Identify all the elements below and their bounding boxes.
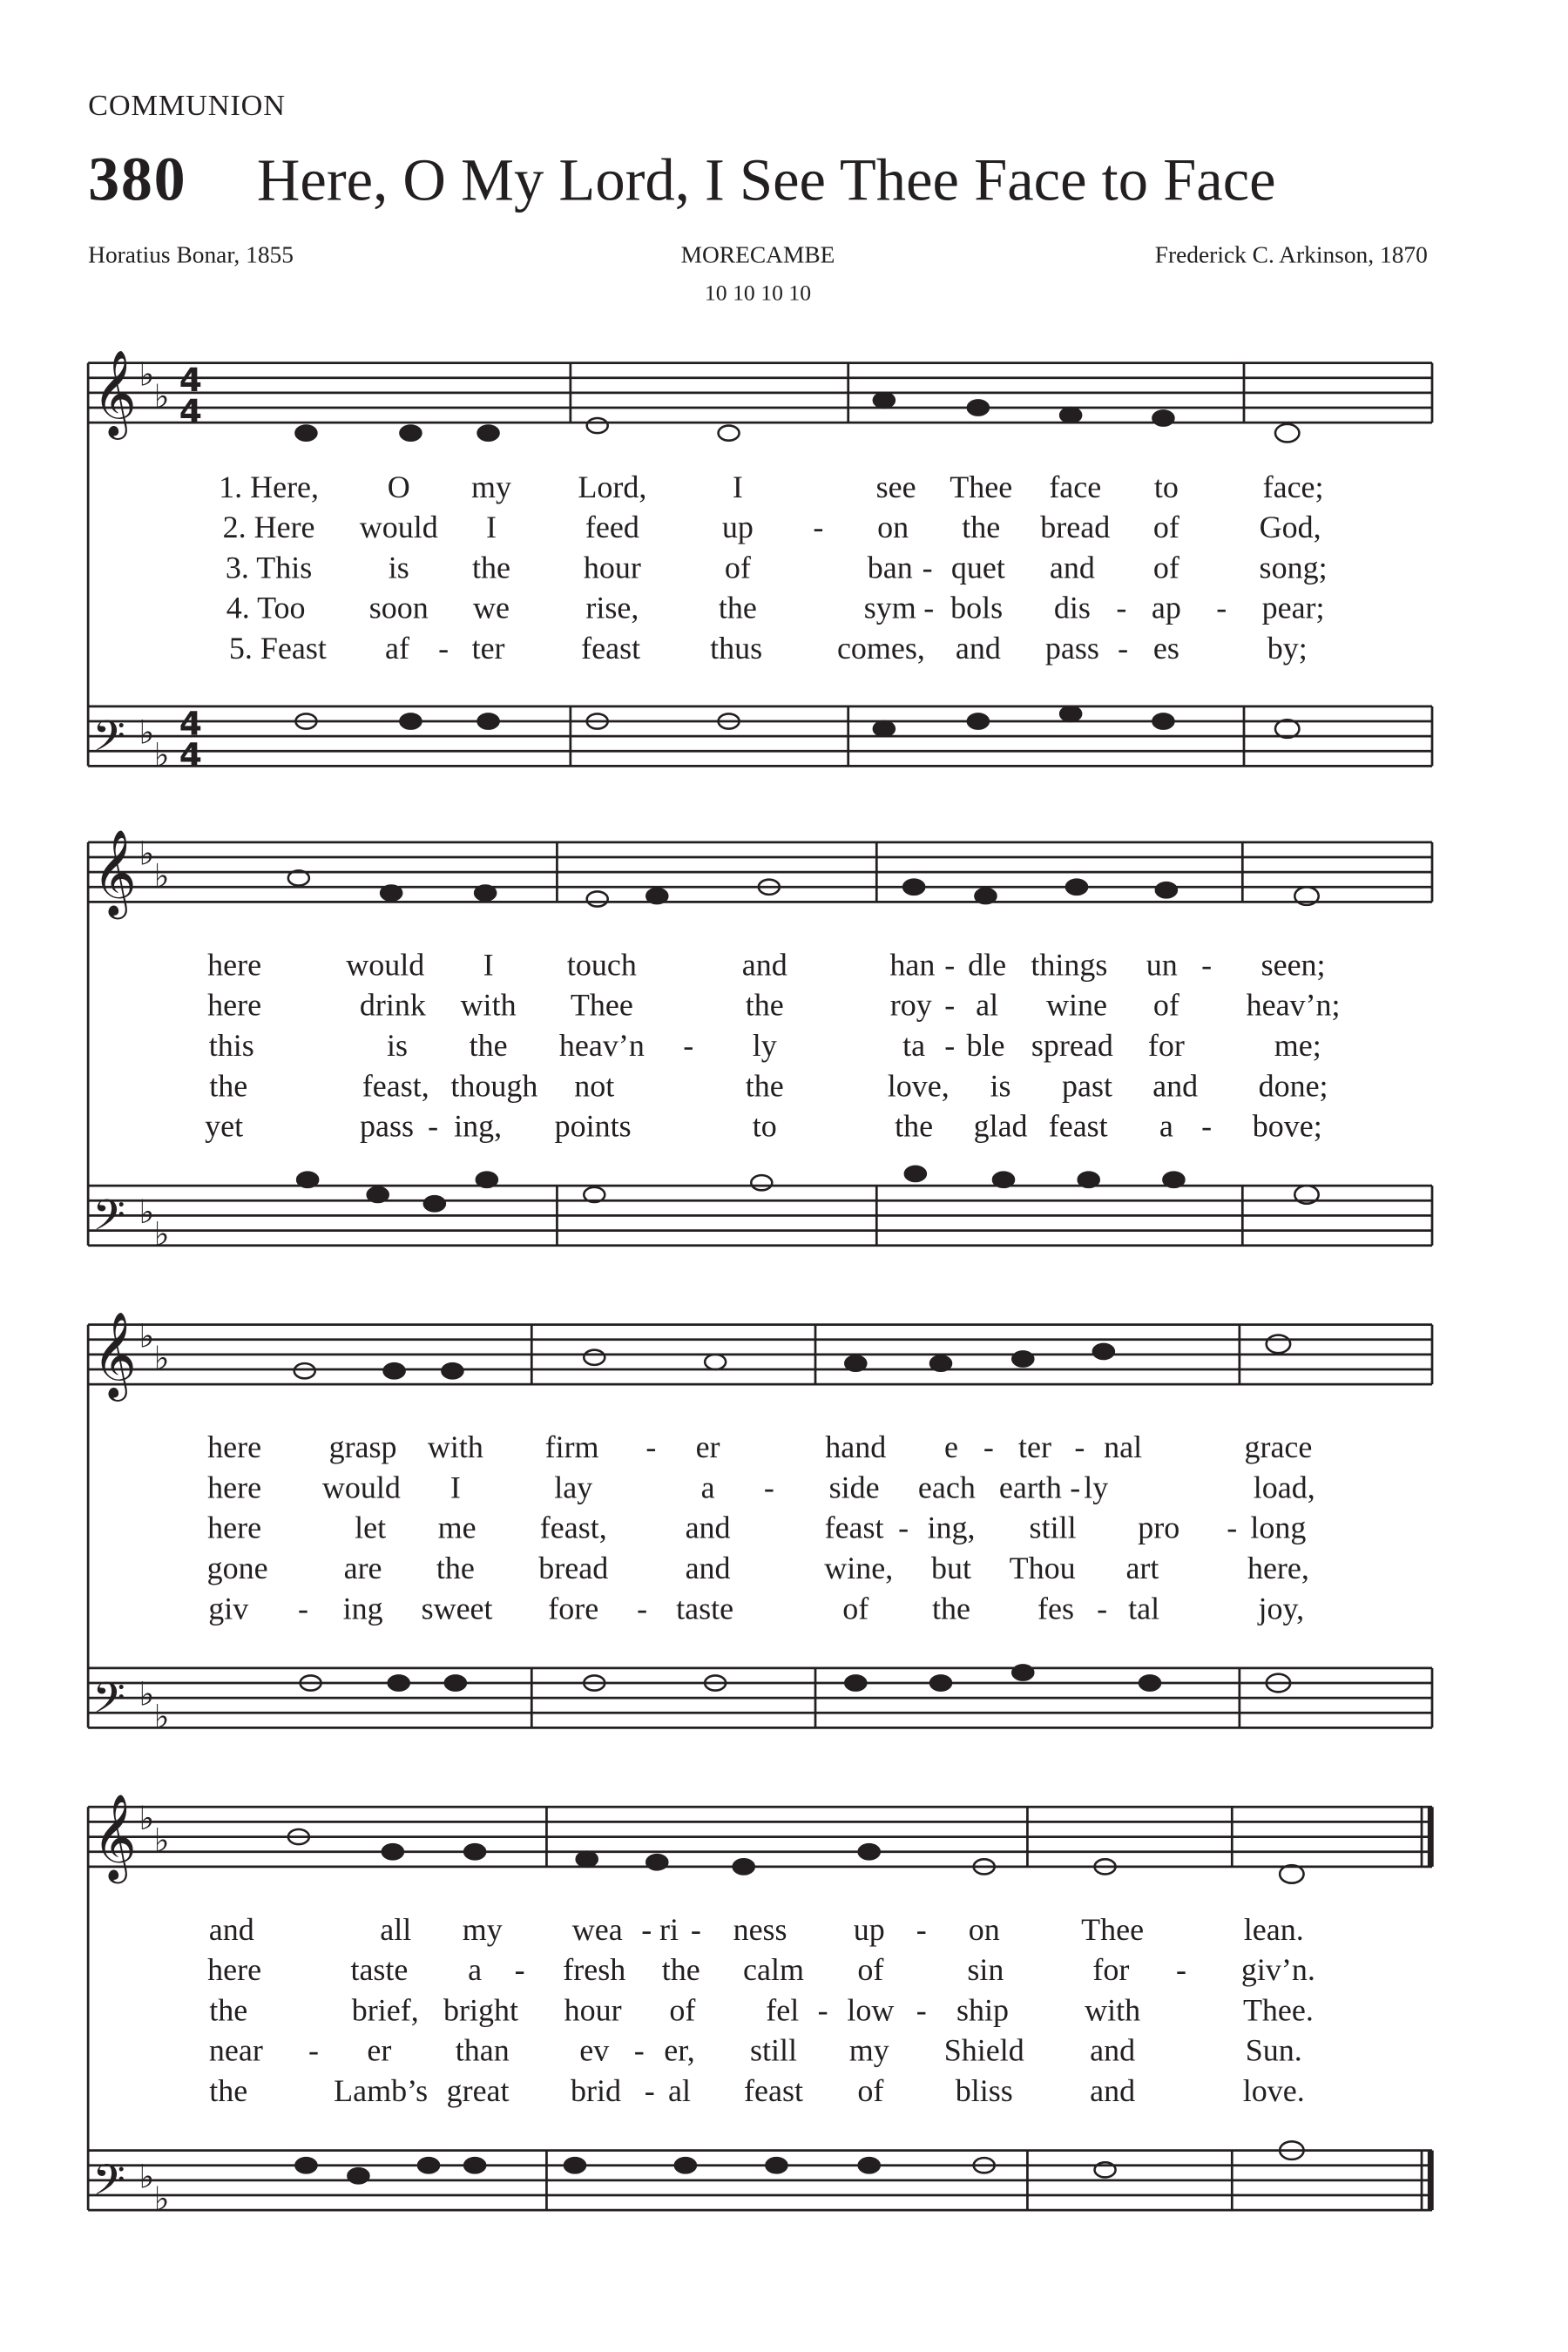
lyric: grasp	[328, 1429, 397, 1465]
verse-3-line-2	[0, 1027, 1568, 1066]
lyric: a	[1159, 1108, 1173, 1145]
lyric: fore	[548, 1590, 599, 1626]
lyric: not	[574, 1067, 615, 1104]
svg-text:4: 4	[179, 704, 202, 743]
lyric: fel	[766, 1991, 800, 2028]
hymn-number: 380	[88, 146, 187, 215]
lyric: af	[385, 630, 409, 666]
lyric: nal	[1104, 1429, 1143, 1465]
lyric: and	[1090, 2072, 1136, 2109]
hyphen: -	[438, 630, 449, 666]
lyric: dis	[1053, 590, 1091, 626]
lyric: but	[930, 1550, 972, 1586]
lyric: 1. Here,	[219, 469, 320, 505]
music-credit: Frederick C. Arkinson, 1870	[1154, 243, 1428, 269]
verse-2-line-1	[0, 510, 1568, 549]
lyric: e	[944, 1429, 958, 1465]
lyric: bols	[950, 590, 1004, 626]
verse-1-line-3	[0, 1429, 1568, 1469]
lyric: al	[668, 2072, 691, 2109]
lyric: bliss	[955, 2072, 1013, 2109]
lyric: still	[1029, 1510, 1077, 1546]
lyric: of	[857, 2072, 884, 2109]
lyric: Thee	[950, 469, 1013, 505]
lyric: of	[1152, 549, 1179, 585]
lyric: sweet	[421, 1590, 493, 1626]
lyric: feed	[585, 509, 639, 545]
lyric: Shield	[943, 2032, 1024, 2069]
hyphen: -	[922, 549, 933, 585]
verse-4-line-2	[0, 1068, 1568, 1107]
lyric: ter	[471, 630, 505, 666]
lyric: calm	[743, 1951, 804, 1988]
svg-text:𝄢: 𝄢	[92, 1673, 125, 1733]
hyphen: -	[923, 590, 935, 626]
lyric: Sun.	[1245, 2032, 1302, 2069]
svg-text:♭: ♭	[139, 1316, 155, 1355]
svg-text:♭: ♭	[139, 1193, 155, 1231]
lyric: face	[1049, 469, 1102, 505]
lyric: lean.	[1243, 1911, 1304, 1948]
verse-1-line-2	[0, 947, 1568, 986]
lyric: my	[462, 1911, 503, 1948]
lyric: wine,	[824, 1550, 894, 1586]
lyric: and	[1090, 2032, 1136, 2069]
lyric: hour	[564, 1991, 622, 2028]
lyric: up	[721, 509, 754, 545]
svg-text:𝄞: 𝄞	[92, 1793, 137, 1881]
lyric: wea	[571, 1911, 623, 1948]
lyric: my	[470, 469, 512, 505]
lyric: quet	[950, 549, 1005, 585]
lyric: ness	[733, 1911, 787, 1948]
lyric: the	[469, 1027, 508, 1064]
lyric: of	[857, 1951, 884, 1988]
verse-5-line-4	[0, 2072, 1568, 2112]
hyphen: -	[1227, 1510, 1238, 1546]
lyric: here	[207, 1510, 262, 1546]
lyric: feast	[744, 2072, 803, 2109]
lyric: the	[209, 1991, 248, 2028]
lyric: by;	[1267, 630, 1308, 666]
lyric: ev	[579, 2032, 610, 2069]
lyric: fes	[1037, 1590, 1074, 1626]
lyric: would	[359, 509, 438, 545]
lyric: drink	[359, 987, 426, 1024]
lyric: ban	[867, 549, 913, 585]
lyric: ly	[1084, 1469, 1109, 1505]
lyric: gone	[206, 1550, 268, 1586]
hyphen: -	[944, 987, 956, 1024]
lyric: let	[355, 1510, 387, 1546]
lyric: heav’n	[558, 1027, 645, 1064]
lyric: great	[446, 2072, 510, 2109]
hyphen: -	[813, 509, 824, 545]
lyric: touch	[566, 946, 637, 983]
lyric: yet	[205, 1108, 244, 1145]
hymn-title: Here, O My Lord, I See Thee Face to Face	[256, 146, 1276, 214]
lyric: er,	[664, 2032, 695, 2069]
lyric: Lord,	[578, 469, 647, 505]
lyric: ap	[1151, 590, 1181, 626]
lyric: I	[486, 509, 497, 545]
lyric: brief,	[351, 1991, 419, 2028]
hyphen: -	[1118, 630, 1129, 666]
hyphen: -	[944, 946, 956, 983]
lyric: wine	[1046, 987, 1107, 1024]
lyric: would	[321, 1469, 401, 1505]
lyric: song;	[1259, 549, 1328, 585]
lyric: past	[1062, 1067, 1112, 1104]
hyphen: -	[1201, 946, 1213, 983]
lyric: feast	[1048, 1108, 1108, 1145]
svg-text:♭: ♭	[139, 1799, 155, 1837]
lyric: the	[436, 1550, 475, 1586]
lyric: the	[209, 2072, 248, 2109]
svg-text:♭: ♭	[153, 377, 170, 416]
lyric: on	[968, 1911, 1000, 1948]
hyphen: -	[308, 2032, 319, 2069]
lyric: would	[346, 946, 425, 983]
lyric: fresh	[563, 1951, 626, 1988]
lyric: giv	[208, 1590, 249, 1626]
lyric: of	[1152, 509, 1179, 545]
lyric: for	[1147, 1027, 1185, 1064]
svg-text:4: 4	[179, 735, 202, 774]
text-credit: Horatius Bonar, 1855	[88, 243, 294, 269]
lyric: I	[449, 1469, 461, 1505]
lyric: are	[343, 1550, 382, 1586]
lyric: er	[695, 1429, 720, 1465]
lyric: feast,	[539, 1510, 607, 1546]
svg-text:♭: ♭	[139, 713, 155, 752]
lyric: lay	[554, 1469, 593, 1505]
lyric: Thee.	[1242, 1991, 1314, 2028]
lyric: hand	[825, 1429, 887, 1465]
verse-3-line-4	[0, 1992, 1568, 2031]
verse-2-line-3	[0, 1470, 1568, 1509]
lyric: the	[718, 590, 757, 626]
lyric: grace	[1244, 1429, 1313, 1465]
lyric: a	[700, 1469, 715, 1505]
lyric: O	[387, 469, 410, 505]
lyric: ly	[752, 1027, 777, 1064]
verse-5-line-1	[0, 630, 1568, 669]
hyphen: -	[428, 1108, 439, 1145]
lyric: the	[745, 987, 784, 1024]
hyphen: -	[763, 1469, 774, 1505]
lyric: see	[875, 469, 916, 505]
lyric: is	[386, 1027, 409, 1064]
lyric: spread	[1031, 1027, 1113, 1064]
lyric: the	[661, 1951, 700, 1988]
hyphen: -	[916, 1911, 927, 1948]
lyric: each	[917, 1469, 976, 1505]
verse-2-line-4	[0, 1952, 1568, 1991]
lyric: here	[207, 987, 262, 1024]
lyric: love,	[887, 1067, 950, 1104]
lyric: with	[1085, 1991, 1141, 2028]
lyric: Lamb’s	[334, 2072, 429, 2109]
lyric: 5. Feast	[228, 630, 327, 666]
hyphen: -	[983, 1429, 994, 1465]
lyric: soon	[368, 590, 429, 626]
lyric: ri	[659, 1911, 679, 1948]
svg-text:𝄞: 𝄞	[92, 349, 137, 436]
lyric: sym	[863, 590, 916, 626]
svg-text:♭: ♭	[153, 1821, 170, 1860]
hyphen: -	[1176, 1951, 1186, 1988]
hyphen: -	[690, 1911, 701, 1948]
hyphen: -	[817, 1991, 828, 2028]
tune-name: MORECAMBE	[680, 243, 835, 269]
lyric: joy,	[1258, 1590, 1305, 1626]
svg-text:♭: ♭	[153, 2180, 170, 2219]
verse-1-line-4	[0, 1911, 1568, 1950]
lyric: art	[1125, 1550, 1159, 1586]
lyric: er	[367, 2032, 392, 2069]
hyphen: -	[1097, 1590, 1108, 1626]
lyric: the	[932, 1590, 970, 1626]
hyphen: -	[944, 1027, 956, 1064]
lyric: long	[1250, 1510, 1307, 1546]
lyric: Thee	[570, 987, 633, 1024]
lyric: the	[472, 549, 510, 585]
lyric: here	[207, 1469, 262, 1505]
lyric: al	[976, 987, 999, 1024]
lyric: glad	[973, 1108, 1028, 1145]
lyric: and	[955, 630, 1001, 666]
lyric: points	[554, 1108, 632, 1145]
lyric: this	[208, 1027, 254, 1064]
verse-3-line-3	[0, 1510, 1568, 1549]
lyric: face;	[1262, 469, 1324, 505]
lyric: and	[741, 946, 787, 983]
lyric: I	[483, 946, 494, 983]
svg-text:4: 4	[179, 392, 202, 431]
svg-text:♭: ♭	[153, 735, 170, 774]
lyric: the	[209, 1067, 248, 1104]
verse-4-line-3	[0, 1550, 1568, 1589]
lyric: God,	[1259, 509, 1321, 545]
lyric: ta	[902, 1027, 926, 1064]
svg-text:𝄞: 𝄞	[92, 828, 137, 916]
lyric: than	[455, 2032, 510, 2069]
svg-text:♭: ♭	[139, 355, 155, 394]
lyric: Thou	[1009, 1550, 1076, 1586]
lyric: un	[1146, 946, 1178, 983]
lyric: I	[732, 469, 743, 505]
svg-text:♭: ♭	[139, 834, 155, 873]
lyric: 4. Too	[226, 590, 306, 626]
verse-3-line-1	[0, 550, 1568, 589]
svg-text:♭: ♭	[153, 1697, 170, 1736]
lyric: up	[853, 1911, 885, 1948]
svg-text:𝄞: 𝄞	[92, 1311, 137, 1398]
lyric: bread	[1040, 509, 1111, 545]
lyric: here	[207, 1429, 262, 1465]
hyphen: -	[683, 1027, 694, 1064]
lyric: pear;	[1261, 590, 1325, 626]
lyric: here	[207, 1951, 262, 1988]
verse-4-line-1	[0, 590, 1568, 629]
hyphen: -	[1201, 1108, 1213, 1145]
hyphen: -	[1074, 1429, 1085, 1465]
hyphen: -	[645, 1429, 657, 1465]
hyphen: -	[1070, 1469, 1081, 1505]
lyric: things	[1031, 946, 1108, 983]
lyric: for	[1092, 1951, 1130, 1988]
verse-2-line-2	[0, 987, 1568, 1026]
hyphen: -	[1116, 590, 1127, 626]
svg-text:𝄢: 𝄢	[92, 2155, 125, 2215]
lyric: done;	[1258, 1067, 1328, 1104]
lyric: seen;	[1260, 946, 1326, 983]
hyphen: -	[644, 2072, 655, 2109]
lyric: rise,	[585, 590, 639, 626]
lyric: the	[745, 1067, 784, 1104]
lyric: feast	[824, 1510, 884, 1546]
lyric: hour	[583, 549, 641, 585]
verse-4-line-4	[0, 2032, 1568, 2072]
hyphen: -	[514, 1951, 525, 1988]
lyric: here	[207, 946, 262, 983]
lyric: me	[437, 1510, 476, 1546]
lyric: ing	[342, 1590, 383, 1626]
lyric: es	[1152, 630, 1179, 666]
lyric: roy	[889, 987, 932, 1024]
lyric: and	[685, 1510, 731, 1546]
lyric: ship	[956, 1991, 1010, 2028]
lyric: taste	[350, 1951, 409, 1988]
svg-text:♭: ♭	[139, 1674, 155, 1713]
lyric: and	[1152, 1067, 1199, 1104]
lyric: to	[1153, 469, 1179, 505]
lyric: thus	[710, 630, 763, 666]
lyric: han	[889, 946, 936, 983]
hyphen: -	[916, 1991, 927, 2028]
lyric: bread	[538, 1550, 609, 1586]
lyric: heav’n;	[1246, 987, 1341, 1024]
hyphen: -	[641, 1911, 652, 1948]
lyric: here,	[1247, 1550, 1309, 1586]
lyric: 2. Here	[222, 509, 315, 545]
lyric: of	[724, 549, 751, 585]
lyric: Thee	[1081, 1911, 1145, 1948]
lyric: and	[208, 1911, 254, 1948]
lyric: firm	[544, 1429, 599, 1465]
hyphen: -	[898, 1510, 909, 1546]
lyric: of	[842, 1590, 869, 1626]
lyric: pass	[1044, 630, 1099, 666]
lyric: the	[895, 1108, 934, 1145]
lyric: brid	[571, 2072, 621, 2109]
lyric: is	[388, 549, 409, 585]
lyric: and	[1049, 549, 1095, 585]
verse-5-line-2	[0, 1108, 1568, 1147]
lyric: near	[208, 2032, 263, 2069]
hyphen: -	[1216, 590, 1227, 626]
hyphen: -	[637, 1590, 648, 1626]
svg-text:4: 4	[179, 361, 202, 400]
lyric: ing,	[454, 1108, 503, 1145]
lyric: is	[990, 1067, 1011, 1104]
lyric: ing,	[927, 1510, 976, 1546]
lyric: we	[473, 590, 510, 626]
lyric: pass	[359, 1108, 415, 1145]
lyric: 3. This	[225, 549, 313, 585]
hyphen: -	[633, 2032, 645, 2069]
lyric: all	[380, 1911, 412, 1948]
verse-5-line-3	[0, 1591, 1568, 1630]
lyric: of	[1152, 987, 1179, 1024]
lyric: feast,	[362, 1067, 429, 1104]
lyric: comes,	[836, 630, 925, 666]
lyric: sin	[967, 1951, 1004, 1988]
lyric: pro	[1138, 1510, 1180, 1546]
svg-text:𝄢: 𝄢	[92, 711, 125, 771]
lyric: load,	[1253, 1469, 1315, 1505]
hyphen: -	[298, 1590, 308, 1626]
lyric: me;	[1274, 1027, 1321, 1064]
lyric: the	[962, 509, 1001, 545]
lyric: ter	[1018, 1429, 1051, 1465]
verse-1-line-1	[0, 469, 1568, 508]
lyric: bright	[443, 1991, 519, 2028]
lyric: my	[848, 2032, 889, 2069]
lyric: to	[752, 1108, 777, 1145]
lyric: earth	[998, 1469, 1062, 1505]
lyric: feast	[581, 630, 641, 666]
lyric: on	[877, 509, 909, 545]
lyric: still	[749, 2032, 798, 2069]
svg-text:♭: ♭	[139, 2157, 155, 2196]
svg-text:♭: ♭	[153, 1214, 170, 1254]
lyric: taste	[676, 1590, 734, 1626]
lyric: giv’n.	[1240, 1951, 1315, 1988]
lyric: a	[468, 1951, 483, 1988]
svg-text:♭: ♭	[153, 1339, 170, 1377]
lyric: tal	[1128, 1590, 1160, 1626]
section-heading: COMMUNION	[88, 89, 286, 123]
lyric: dle	[968, 946, 1007, 983]
lyric: side	[828, 1469, 880, 1505]
svg-text:♭: ♭	[153, 856, 170, 896]
lyric: though	[450, 1067, 538, 1104]
meter: 10 10 10 10	[704, 282, 812, 307]
lyric: love.	[1242, 2072, 1305, 2109]
lyric: low	[847, 1991, 895, 2028]
svg-text:𝄢: 𝄢	[92, 1191, 125, 1251]
lyric: with	[427, 1429, 483, 1465]
lyric: of	[669, 1991, 696, 2028]
lyric: bove;	[1252, 1108, 1322, 1145]
lyric: with	[460, 987, 517, 1024]
lyric: ble	[966, 1027, 1005, 1064]
lyric: and	[685, 1550, 731, 1586]
